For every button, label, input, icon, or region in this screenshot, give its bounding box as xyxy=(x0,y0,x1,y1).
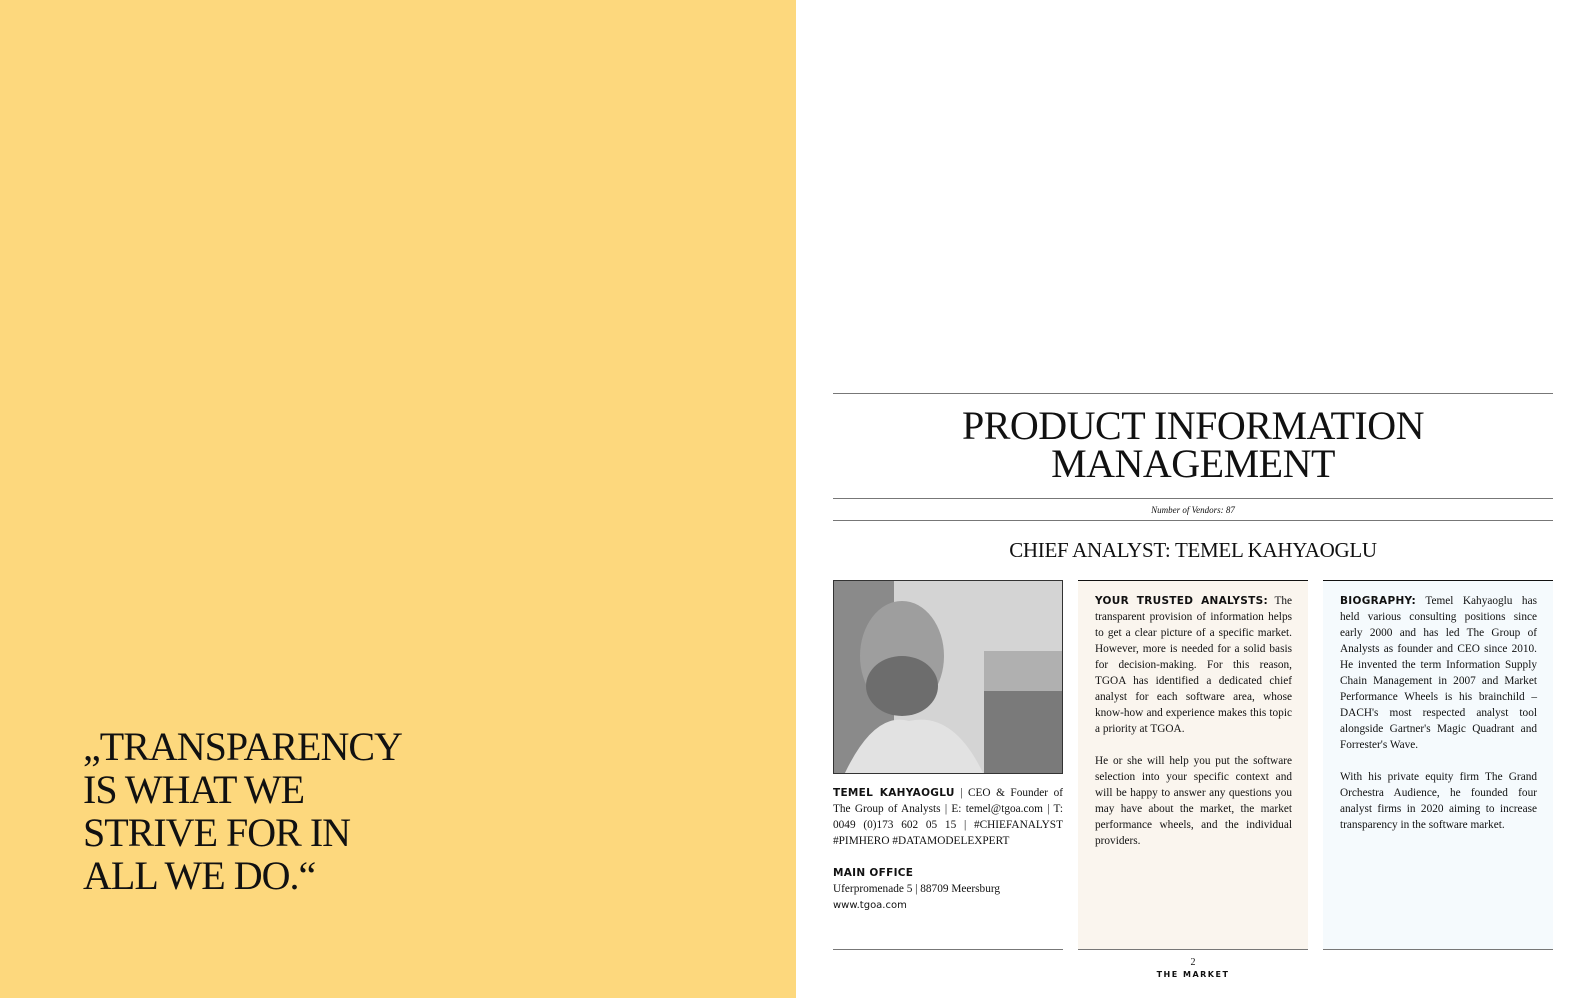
analyst-photo xyxy=(833,580,1063,774)
biography-paragraph: Temel Kahyaoglu has held various consulting positions since early 2000 and has led The Group of Analysts as founder and CEO since 2010. He invented the term Information Supply Chain Management in 2007 and Market Performance Wheels is his brainchild – DACH's most respected analyst tool alongside Gartner's Magic Quadrant and Forrester's Wave. xyxy=(1340,595,1537,751)
title-line: PRODUCT INFORMATION xyxy=(961,403,1425,448)
analysts-paragraph: He or she will help you put the software selection into your specific context and will be happy to answer any questions you may have about the market, the market performance wheels, and the individual providers. xyxy=(1095,755,1292,847)
contact-details: | CEO & Founder of The Group of Analysts | E: temel@tgoa.com | T: 0049 (0)173 602 05 15 | #CHIEFANALYST #PIMHERO #DATAMODELEXPERT xyxy=(833,787,1064,847)
office-address: Uferpromenade 5 | 88709 Meersburg xyxy=(833,883,1001,895)
vendor-count: Number of Vendors: 87 xyxy=(1151,505,1235,515)
analysts-lead: YOUR TRUSTED ANALYSTS: xyxy=(1095,595,1268,607)
quote-line: „TRANSPARENCY xyxy=(83,724,402,769)
divider xyxy=(833,393,1553,394)
portrait-image xyxy=(834,581,1063,774)
biography-column xyxy=(1323,580,1553,950)
analysts-column xyxy=(1078,580,1308,950)
contact-info xyxy=(833,785,1063,930)
divider xyxy=(833,520,1553,521)
quote-line: STRIVE FOR IN xyxy=(83,810,351,855)
biography-lead: BIOGRAPHY: xyxy=(1340,595,1417,607)
biography-paragraph: With his private equity firm The Grand Orchestra Audience, he founded four analyst firms in 2020 aiming to increase transparency in the software market. xyxy=(1340,771,1537,831)
page-number: 2 xyxy=(1190,957,1196,968)
quote-line: IS WHAT WE xyxy=(83,767,305,812)
analysts-paragraph: The transparent provision of information helps to get a clear picture of a specific market. However, more is needed for a solid basis for decision-making. For this reason, TGOA has identified a dedicated chief analyst for each software area, whose know-how and experience makes this topic a priority at TGOA. xyxy=(1095,595,1293,735)
biography-text xyxy=(1340,593,1537,849)
page-title xyxy=(833,403,1553,486)
analysts-text xyxy=(1095,593,1292,865)
chief-analyst-heading: CHIEF ANALYST: TEMEL KAHYAOGLU xyxy=(1009,538,1377,562)
section-label: THE MARKET xyxy=(1156,970,1230,979)
pull-quote xyxy=(83,725,413,897)
website-link[interactable]: www.tgoa.com xyxy=(833,900,907,911)
divider xyxy=(833,498,1553,499)
main-office-heading: MAIN OFFICE xyxy=(833,867,914,879)
title-line: MANAGEMENT xyxy=(1051,441,1335,486)
analyst-name: TEMEL KAHYAOGLU xyxy=(833,787,955,799)
market-page xyxy=(833,0,1553,998)
quote-line: ALL WE DO.“ xyxy=(83,853,316,898)
